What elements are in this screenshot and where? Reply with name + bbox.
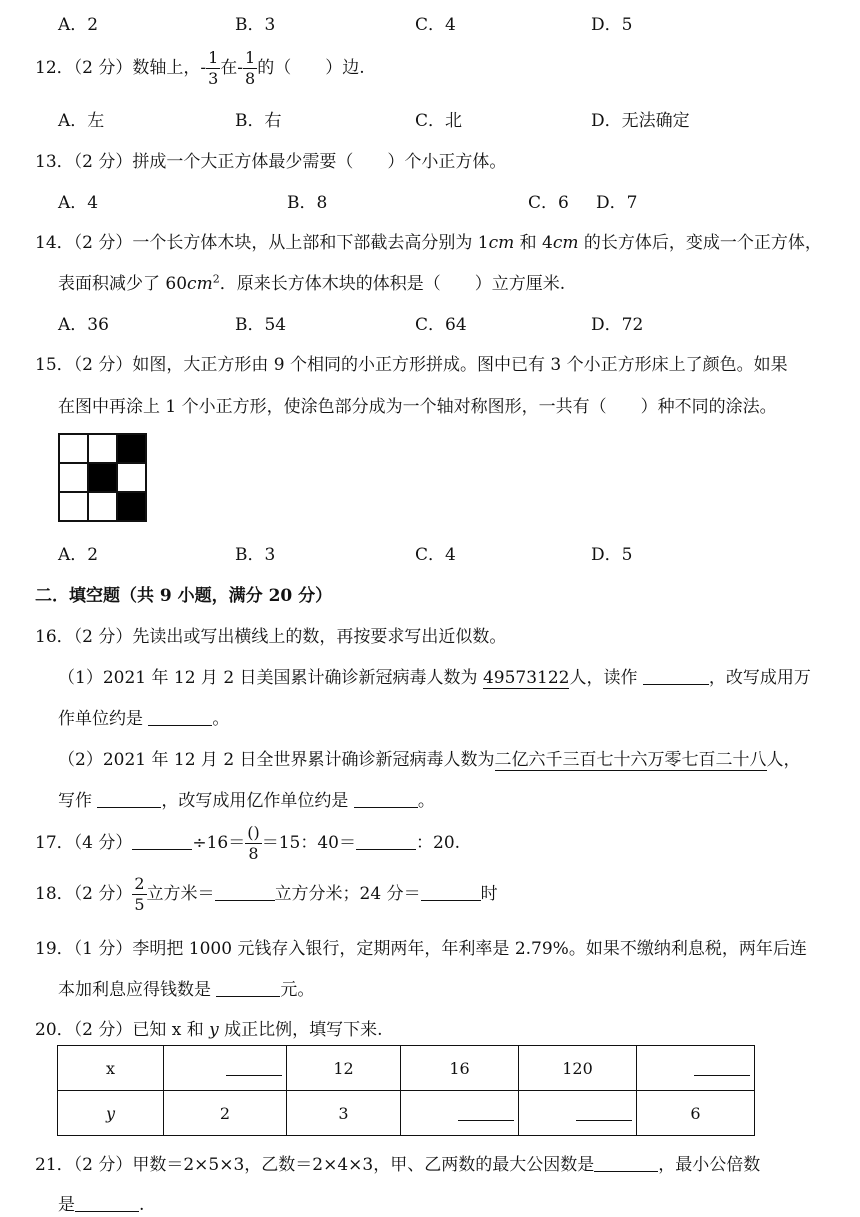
q16-p2-l2-a: 写作 bbox=[58, 791, 98, 811]
q14-unit-cm-2: cm bbox=[552, 233, 579, 253]
q16-p1-l2-a: 作单位约是 bbox=[58, 709, 149, 729]
q16-p2-l2-b: ，改写成用亿作单位约是 bbox=[161, 791, 354, 811]
q19-line-2 bbox=[58, 975, 314, 1000]
q14-superscript: 2 bbox=[212, 272, 220, 286]
grid-cell-empty bbox=[88, 492, 117, 521]
table-cell: 12 bbox=[287, 1046, 401, 1091]
q17-divide: ÷16＝ bbox=[192, 833, 246, 853]
q16-part2-line1 bbox=[58, 745, 801, 770]
q14-line-2 bbox=[58, 269, 565, 294]
q18-fraction bbox=[132, 876, 146, 913]
q16-p1-c: ，改写成用万 bbox=[708, 668, 811, 688]
q12-option-b: B．右 bbox=[235, 111, 282, 131]
q11-option-a: A．2 bbox=[58, 15, 99, 35]
q21-l2-a: 是 bbox=[58, 1195, 75, 1215]
grid-row bbox=[59, 463, 146, 492]
q12-minus-1: - bbox=[200, 58, 207, 78]
q17-fraction bbox=[245, 825, 261, 862]
q16-part1-line1 bbox=[58, 663, 811, 688]
q15-option-a: A．2 bbox=[58, 545, 99, 565]
q16-p2-blank-approx[interactable] bbox=[354, 790, 418, 808]
q13-option-a: A．4 bbox=[58, 193, 99, 213]
q18-f-num: 2 bbox=[134, 874, 145, 893]
q14-unit-cm-1: cm bbox=[488, 233, 515, 253]
q12-stem bbox=[35, 50, 365, 87]
q15-line-2: 在图中再涂上 1 个小正方形，使涂色部分成为一个轴对称图形，一共有（ ）种不同的涂法。 bbox=[58, 397, 777, 417]
q18-prefix: 18．（2 分） bbox=[35, 884, 133, 904]
q12-f2-den: 8 bbox=[245, 69, 256, 88]
q16-p2-l2-c: 。 bbox=[417, 791, 435, 811]
table-row-header: x bbox=[58, 1046, 164, 1091]
q16-p2-blank-write[interactable] bbox=[97, 790, 161, 808]
q18-b: 立方米＝ bbox=[146, 884, 215, 904]
section-2-title: 二．填空题（共 9 小题，满分 20 分） bbox=[35, 586, 333, 606]
q20-a: 20．（2 分）已知 x 和 bbox=[35, 1020, 210, 1040]
q17-prefix: 17．（4 分） bbox=[35, 833, 133, 853]
q21-line-2 bbox=[58, 1190, 144, 1215]
grid-cell-filled bbox=[117, 492, 146, 521]
answer-blank[interactable] bbox=[226, 1059, 282, 1076]
q21-l1-b: ，最小公倍数 bbox=[658, 1155, 761, 1175]
q12-option-d: D．无法确定 bbox=[591, 111, 690, 131]
q15-option-c: C．4 bbox=[415, 545, 456, 565]
q17-f-num: () bbox=[247, 823, 260, 842]
table-cell: 16 bbox=[401, 1046, 519, 1091]
table-cell-blank[interactable] bbox=[519, 1091, 637, 1136]
q18-blank-1[interactable] bbox=[215, 883, 275, 901]
q16-p1-number: 49573122 bbox=[482, 668, 570, 688]
q18-line bbox=[35, 876, 498, 913]
q12-f1-den: 3 bbox=[208, 69, 219, 88]
q21-l1-a: 21．（2 分）甲数＝2×5×3，乙数＝2×4×3，甲、乙两数的最大公因数是 bbox=[35, 1155, 595, 1175]
grid-cell-filled bbox=[117, 434, 146, 463]
q19-l2-b: 元。 bbox=[280, 980, 315, 1000]
q15-square-grid bbox=[58, 433, 147, 522]
q14-l1-a: 14．（2 分）一个长方体木块，从上部和下部截去高分别为 1 bbox=[35, 233, 489, 253]
q20-stem bbox=[35, 1015, 383, 1040]
q16-stem: 16．（2 分）先读出或写出横线上的数，再按要求写出近似数。 bbox=[35, 627, 507, 647]
table-cell: 120 bbox=[519, 1046, 637, 1091]
q16-part2-line2 bbox=[58, 786, 435, 811]
q16-p2-number: 二亿六千三百七十六万零七百二十八 bbox=[494, 750, 767, 770]
grid-cell-empty bbox=[59, 463, 88, 492]
q15-line-1: 15．（2 分）如图，大正方形由 9 个相同的小正方形拼成。图中已有 3 个小正方形床上了颜色。如果 bbox=[35, 355, 788, 375]
q16-p2-b: 人， bbox=[766, 750, 801, 770]
q19-l2-a: 本加利息应得钱数是 bbox=[58, 980, 217, 1000]
q11-option-b: B．3 bbox=[235, 15, 276, 35]
q18-blank-2[interactable] bbox=[421, 883, 481, 901]
table-cell: 6 bbox=[637, 1091, 755, 1136]
grid-cell-empty bbox=[59, 492, 88, 521]
q17-ratio: ＝15：40＝ bbox=[261, 833, 356, 853]
q18-f-den: 5 bbox=[134, 895, 145, 914]
q14-option-c: C．64 bbox=[415, 315, 467, 335]
q13-option-c: C．6 bbox=[528, 193, 569, 213]
q12-f1-num: 1 bbox=[208, 48, 219, 67]
q12-option-c: C．北 bbox=[415, 111, 463, 131]
q12-f2-num: 1 bbox=[245, 48, 256, 67]
q20-b: 成正比例，填写下来. bbox=[218, 1020, 383, 1040]
answer-blank[interactable] bbox=[576, 1104, 632, 1121]
q14-l2-b: ．原来长方体木块的体积是（ ）立方厘米. bbox=[219, 274, 566, 294]
grid-cell-filled bbox=[88, 463, 117, 492]
grid-cell-empty bbox=[59, 434, 88, 463]
q16-p1-l2-b: 。 bbox=[212, 709, 230, 729]
grid-cell-empty bbox=[117, 463, 146, 492]
table-cell-blank[interactable] bbox=[164, 1046, 287, 1091]
table-cell: 3 bbox=[287, 1091, 401, 1136]
q17-line bbox=[35, 825, 460, 862]
q13-option-d: D．7 bbox=[596, 193, 638, 213]
q21-line-1 bbox=[35, 1150, 760, 1175]
q11-option-d: D．5 bbox=[591, 15, 633, 35]
q14-l1-b: 和 4 bbox=[514, 233, 553, 253]
q12-option-a: A．左 bbox=[58, 111, 105, 131]
table-cell-blank[interactable] bbox=[401, 1091, 519, 1136]
q13-option-b: B．8 bbox=[287, 193, 328, 213]
q16-p2-a: （2）2021 年 12 月 2 日全世界累计确诊新冠病毒人数为 bbox=[58, 750, 495, 770]
q18-c: 立方分米；24 分＝ bbox=[274, 884, 421, 904]
q20-proportion-table bbox=[57, 1045, 755, 1136]
q14-unit-cm-3: cm bbox=[187, 274, 213, 294]
q21-blank-gcd[interactable] bbox=[594, 1154, 658, 1172]
grid-row bbox=[59, 434, 146, 463]
q15-option-d: D．5 bbox=[591, 545, 633, 565]
q14-option-d: D．72 bbox=[591, 315, 644, 335]
q19-blank[interactable] bbox=[216, 979, 280, 997]
table-cell: 2 bbox=[164, 1091, 287, 1136]
q16-p1-blank-approx[interactable] bbox=[148, 708, 212, 726]
q12-fraction-2 bbox=[243, 50, 257, 87]
q17-blank-2[interactable] bbox=[356, 832, 416, 850]
q12-mid: 在 bbox=[220, 58, 238, 78]
q20-y-var: y bbox=[209, 1020, 219, 1040]
q18-d: 时 bbox=[480, 884, 498, 904]
grid-cell-empty bbox=[88, 434, 117, 463]
table-row-y bbox=[58, 1091, 755, 1136]
answer-blank[interactable] bbox=[694, 1059, 750, 1076]
q21-blank-lcm[interactable] bbox=[75, 1194, 139, 1212]
q16-p1-b: 人，读作 bbox=[569, 668, 643, 688]
q12-prefix: 12．（2 分）数轴上， bbox=[35, 58, 201, 78]
q16-part1-line2 bbox=[58, 704, 229, 729]
q15-option-b: B．3 bbox=[235, 545, 276, 565]
grid-row bbox=[59, 492, 146, 521]
answer-blank[interactable] bbox=[458, 1104, 514, 1121]
q14-l1-c: 的长方体后，变成一个正方体， bbox=[578, 233, 822, 253]
q14-l2-a: 表面积减少了 60 bbox=[58, 274, 188, 294]
q14-option-b: B．54 bbox=[235, 315, 287, 335]
q16-p1-a: （1）2021 年 12 月 2 日美国累计确诊新冠病毒人数为 bbox=[58, 668, 483, 688]
table-row-x bbox=[58, 1046, 755, 1091]
q12-tail: 的（ ）边. bbox=[257, 58, 365, 78]
q12-minus-2: - bbox=[237, 58, 244, 78]
q17-blank-1[interactable] bbox=[132, 832, 192, 850]
table-row-header: y bbox=[58, 1091, 164, 1136]
q16-p1-blank-reading[interactable] bbox=[643, 667, 709, 685]
q12-fraction-1 bbox=[206, 50, 220, 87]
q14-option-a: A．36 bbox=[58, 315, 109, 335]
q17-tail: ：20. bbox=[416, 833, 461, 853]
q11-option-c: C．4 bbox=[415, 15, 456, 35]
table-cell-blank[interactable] bbox=[637, 1046, 755, 1091]
q21-l2-b: . bbox=[139, 1195, 145, 1215]
q17-f-den: 8 bbox=[248, 844, 259, 863]
q13-stem: 13．（2 分）拼成一个大正方体最少需要（ ）个小正方体。 bbox=[35, 152, 507, 172]
q19-line-1: 19．（1 分）李明把 1000 元钱存入银行，定期两年，年利率是 2.79%。如果不缴纳利息税，两年后连 bbox=[35, 939, 807, 959]
q14-line-1 bbox=[35, 228, 822, 253]
